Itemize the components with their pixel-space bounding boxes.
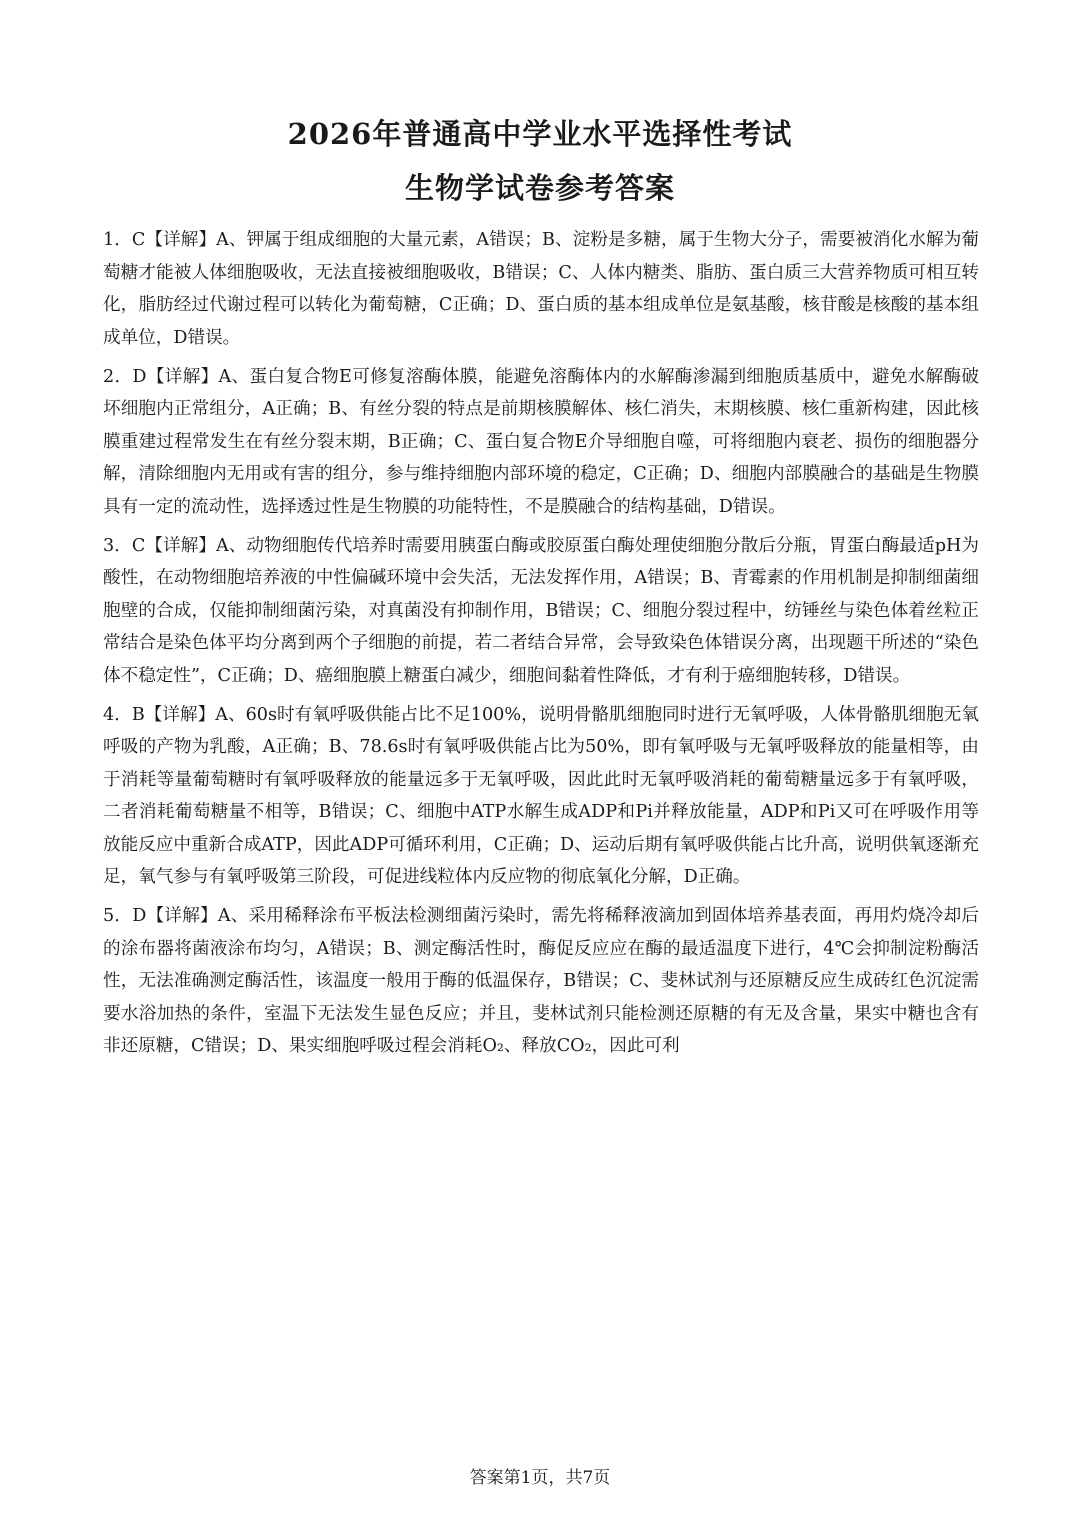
exam-title: 2026年普通高中学业水平选择性考试 <box>287 117 793 151</box>
answer-item-4: 4．B【详解】A、60s时有氧呼吸供能占比不足100%，说明骨骼肌细胞同时进行无氧呼吸，人体骨骼肌细胞无氧呼吸的产物为乳酸，A正确；B、78.6s时有氧呼吸供能占比为50%，即有氧呼吸与无氧呼吸释放的能量相等，由于消耗等量葡萄糖时有氧呼吸释放的能量远多于无氧呼吸，因此此时无氧呼吸消耗的葡萄糖量远多于有氧呼吸，二者消耗葡萄糖量不相等，B错误；C、细胞中ATP水解生成ADP和Pi并释放能量，ADP和Pi又可在呼吸作用等放能反应中重新合成ATP，因此ADP可循环利用，C正确；D、运动后期有氧呼吸供能占比升高，说明供氧逐渐充足，氧气参与有氧呼吸第三阶段，可促进线粒体内反应物的彻底氧化分解，D正确。 <box>103 704 979 887</box>
answer-item-2: 2．D【详解】A、蛋白复合物E可修复溶酶体膜，能避免溶酶体内的水解酶渗漏到细胞质基质中，避免水解酶破坏细胞内正常组分，A正确；B、有丝分裂的特点是前期核膜解体、核仁消失，末期核膜、核仁重新构建，因此核膜重建过程常发生在有丝分裂末期，B正确；C、蛋白复合物E介导细胞自噬，可将细胞内衰老、损伤的细胞器分解，清除细胞内无用或有害的组分，参与维持细胞内部环境的稳定，C正确；D、细胞内部膜融合的基础是生物膜具有一定的流动性，选择透过性是生物膜的功能特性，不是膜融合的结构基础，D错误。 <box>103 366 979 517</box>
page-number-footer: 答案第1页，共7页 <box>469 1468 611 1488</box>
answer-list <box>103 224 979 1069</box>
answer-item-5: 5．D【详解】A、采用稀释涂布平板法检测细菌污染时，需先将稀释液滴加到固体培养基表面，再用灼烧冷却后的涂布器将菌液涂布均匀，A错误；B、测定酶活性时，酶促反应应在酶的最适温度下进行，4℃会抑制淀粉酶活性，无法准确测定酶活性，该温度一般用于酶的低温保存，B错误；C、斐林试剂与还原糖反应生成砖红色沉淀需要水浴加热的条件，室温下无法发生显色反应；并且，斐林试剂只能检测还原糖的有无及含量，果实中糖也含有非还原糖，C错误；D、果实细胞呼吸过程会消耗O₂、释放CO₂，因此可利 <box>103 906 979 1056</box>
document-subtitle: 生物学试卷参考答案 <box>404 171 675 205</box>
answer-item-1: 1．C【详解】A、钾属于组成细胞的大量元素，A错误；B、淀粉是多糖，属于生物大分子，需要被消化水解为葡萄糖才能被人体细胞吸收，无法直接被细胞吸收，B错误；C、人体内糖类、脂肪、蛋白质三大营养物质可相互转化，脂肪经过代谢过程可以转化为葡萄糖，C正确；D、蛋白质的基本组成单位是氨基酸，核苷酸是核酸的基本组成单位，D错误。 <box>103 230 979 348</box>
answer-item-3: 3．C【详解】A、动物细胞传代培养时需要用胰蛋白酶或胶原蛋白酶处理使细胞分散后分瓶，胃蛋白酶最适pH为酸性，在动物细胞培养液的中性偏碱环境中会失活，无法发挥作用，A错误；B、青霉素的作用机制是抑制细菌细胞壁的合成，仅能抑制细菌污染，对真菌没有抑制作用，B错误；C、细胞分裂过程中，纺锤丝与染色体着丝粒正常结合是染色体平均分离到两个子细胞的前提，若二者结合异常，会导致染色体错误分离，出现题干所述的“染色体不稳定性”，C正确；D、癌细胞膜上糖蛋白减少，细胞间黏着性降低，才有利于癌细胞转移，D错误。 <box>103 535 979 686</box>
